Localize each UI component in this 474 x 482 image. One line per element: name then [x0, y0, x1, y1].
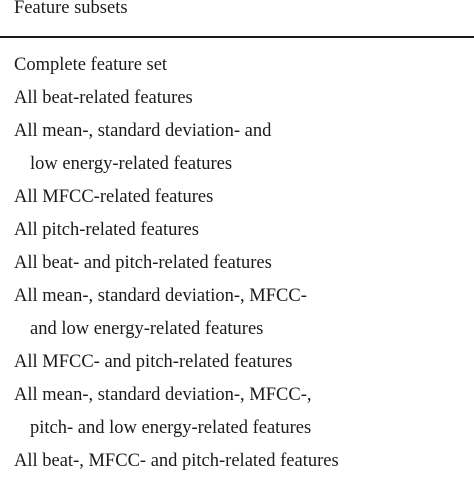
feature-subset-label: All mean-, standard deviation-, MFCC-, — [14, 385, 312, 405]
feature-subset-label: All pitch-related features — [14, 220, 199, 240]
feature-subset-label: All MFCC-related features — [14, 187, 214, 207]
feature-subset-label: All mean-, standard deviation-, MFCC- — [14, 286, 307, 306]
table-row-continuation — [0, 317, 474, 350]
feature-subset-label: and low energy-related features — [30, 319, 264, 339]
table-row — [0, 383, 474, 416]
header-rule — [0, 36, 474, 38]
table-row — [0, 86, 474, 119]
table-row — [0, 218, 474, 251]
table-row — [0, 251, 474, 284]
table-row — [0, 53, 474, 86]
table-body — [0, 53, 474, 482]
table-row — [0, 185, 474, 218]
table-row — [0, 350, 474, 383]
feature-subset-label: All mean-, standard deviation- and — [14, 121, 272, 141]
feature-subset-label: All MFCC- and pitch-related features — [14, 352, 293, 372]
table-row — [0, 449, 474, 482]
feature-subset-label: All beat-related features — [14, 88, 193, 108]
feature-subset-label: low energy-related features — [30, 154, 233, 174]
table-row-continuation — [0, 416, 474, 449]
column-header-feature-subsets: Feature subsets — [14, 0, 128, 18]
feature-subset-label: pitch- and low energy-related features — [30, 418, 312, 438]
feature-subset-label: All beat- and pitch-related features — [14, 253, 272, 273]
table-row — [0, 119, 474, 152]
feature-subset-label: All beat-, MFCC- and pitch-related features — [14, 451, 339, 471]
table-row-continuation — [0, 152, 474, 185]
table-row — [0, 284, 474, 317]
feature-subset-label: Complete feature set — [14, 55, 168, 75]
